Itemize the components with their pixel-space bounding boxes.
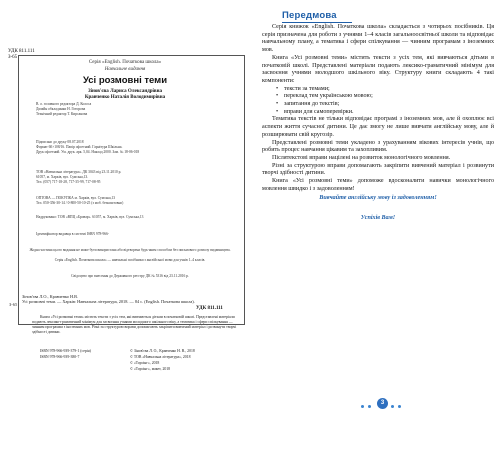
decor-dot [368, 405, 371, 408]
author-1: Зінов'єва Лариса Олександрівна [87, 89, 162, 94]
udk-top-line: УДК 811.111 [8, 49, 35, 54]
catalog-desc: Усі розмовні теми. — Харків: Навчальна література, 2018. — 84 с. (English. Початкова школа). [22, 299, 195, 305]
editors-block [36, 102, 236, 116]
list-item: • переклад тем українською мовою; [262, 93, 494, 101]
closing-success: Успіхів Вам! [360, 215, 396, 222]
copyright-notice: Жодна частина цього видання не може бути використана або відтворена будь-яким способом без письмового дозволу видавництва. [29, 248, 231, 252]
list-item: • тексти за темами; [262, 86, 494, 94]
copyright-publisher: © ТОВ «Навчальна література», 2018 [130, 355, 191, 359]
preface-paragraph: Представлені розмовні теми укладено з урахуванням вікових інтересів учнів, що робить процес навчання цікавим та захопливим. [262, 139, 494, 154]
preface-paragraph: Тематика текстів не тільки відповідає програмі з іноземних мов, але й охоплює всі аспекти життя сучасної дитини. Це дає змогу не лише вивчати англійську мову, але й розширювати свій кругозір. [262, 116, 494, 138]
registry-notice: Свідоцтво про внесення до Державного реєстру ДК № 5316 від 23.11.2016 р. [71, 274, 189, 278]
series-name: Серія «English. Початкова школа» [88, 60, 162, 65]
isbn-series: ISBN 978-966-939-379-1 (серія) [40, 349, 91, 353]
editor-line: В. о. головного редактора Д. Колоса [36, 102, 92, 106]
publisher-block [36, 170, 236, 184]
book-abstract: Книга «Усі розмовні теми» містить тексти з усіх тем, які вивчаються дітьми в початковій школі. Представлені матеріали подають лексико-граматичний мінімум для засвоєння учнями молодшого шкільного віку, а тематика і сфери спілкування — чинним програмам з іноземних мов. Різні за структурою вправи допомагають закріпити вивчений матеріал і розвинути творчі здібності дитини. [32, 315, 237, 334]
wholesale-phone: Тел. 050-356-30-14 / 0-800-50-10-25 (з моб. безкоштовно) [36, 200, 124, 205]
preface-page [252, 0, 500, 450]
isbn-prefix: Ідентифікатор видавця в системі ISBN 978-966- [36, 232, 110, 236]
preface-paragraph: Книга «Усі розмовні теми» допоможе вдосконалити навички монологічного мовлення швидко і з задоволенням! [262, 178, 494, 192]
tech-editor-line: Технічний редактор Т. Кирсанова [36, 111, 88, 116]
designer-line: Дизайн обкладинки Н. Готорова [36, 106, 86, 111]
preface-paragraph: Серія книжок «English. Початкова школа» складається з чотирьох посібників. Ця серія призначена для роботи з учнями 1–4 класів загальноосвітньої школи та відповідає навчальному плану, а тематика і сфери спілкування — чинним програмам з іноземних мов. [262, 24, 494, 54]
title-underline [282, 22, 352, 23]
copyright-authors: © Зінов'єва Л. О., Кравченко Н. В., 2018 [130, 349, 195, 353]
series-notice: Серія «English. Початкова школа» — навчальні посібники з англійської мови для учнів 1–4 класів. [54, 258, 206, 262]
udk-top-line2: З-65 [8, 55, 18, 60]
print-run: Друк офсетний. Ум. друк. арк. 5,04. Наклад 2000. Зам. № 18-06-018 [36, 149, 140, 154]
udk-code-bottom: УДК 811.111 [196, 306, 223, 311]
publisher-address: 61057, м. Харків, вул. Сумська,13. [36, 174, 89, 179]
preface-paragraph: Післятекстові вправи націлені на розвиток монологічного мовлення. [272, 154, 451, 161]
print-date: Підписано до друку 08.07.2018 [36, 140, 84, 144]
copyright-torsing: © «Торсінг», 2018 [130, 361, 160, 365]
decor-dot [361, 405, 364, 408]
closing-wish: Вивчайте англійську мову із задоволенням! [319, 195, 437, 202]
preface-body [262, 24, 494, 223]
book-title: Усі розмовні теми [82, 75, 168, 86]
author-2: Кравченко Наталія Володимирівна [84, 95, 166, 100]
components-list [262, 86, 494, 117]
page-number: 3 [377, 398, 388, 409]
printer-block: Надруковано: ТОВ «ВПЦ «Бровар». 61057, м. Харків, вул. Сумська,13 [36, 215, 144, 219]
edu-label: Навчальне видання [104, 67, 146, 72]
authors [0, 89, 250, 101]
catalog-code: З-65 [9, 302, 18, 307]
publisher-name: ТОВ «Навчальна література». ДК 3043 від 23.11.2010 р. [36, 170, 122, 174]
list-item: • вправи для самоперевірки. [262, 109, 494, 117]
publisher-phone: Тел. (057) 717-18-28, 717-35-99, 717-08-95 [36, 179, 101, 184]
wholesale-line: ОПТОВА — ПОКУПКА м. Харків, вул. Сумська,13 [36, 196, 116, 200]
preface-title: Передмова [282, 10, 337, 21]
wholesale-block [36, 196, 236, 206]
list-item: • запитання до текстів; [262, 101, 494, 109]
print-format: Формат 60×108/16. Папір офсетний. Гарнітура Шкільна. [36, 144, 123, 149]
catalog-authors: Зінов'єва Л.О., Кравченко Н.В. [22, 294, 79, 299]
catalog-entry [22, 294, 237, 304]
isbn-book: ISBN 978-966-939-380-7 [40, 355, 80, 359]
preface-paragraph: Різні за структурою вправи допомагають закріпити вивчений матеріал і розвинути творчі здібності дитини. [262, 162, 494, 177]
decor-dot [391, 405, 394, 408]
preface-paragraph: Книга «Усі розмовні теми» містить тексти з усіх тем, які вивчаються дітьми в початковій школі. Представлені матеріали подають лексико-граматичний мінімум для засвоєння учнями молодшого шкільного віку. Структуру книги складають 4 такі компоненти: [262, 54, 494, 84]
copyright-layout: © «Торсінг», макет, 2018 [130, 367, 171, 371]
print-details [36, 140, 236, 154]
decor-dot [398, 405, 401, 408]
